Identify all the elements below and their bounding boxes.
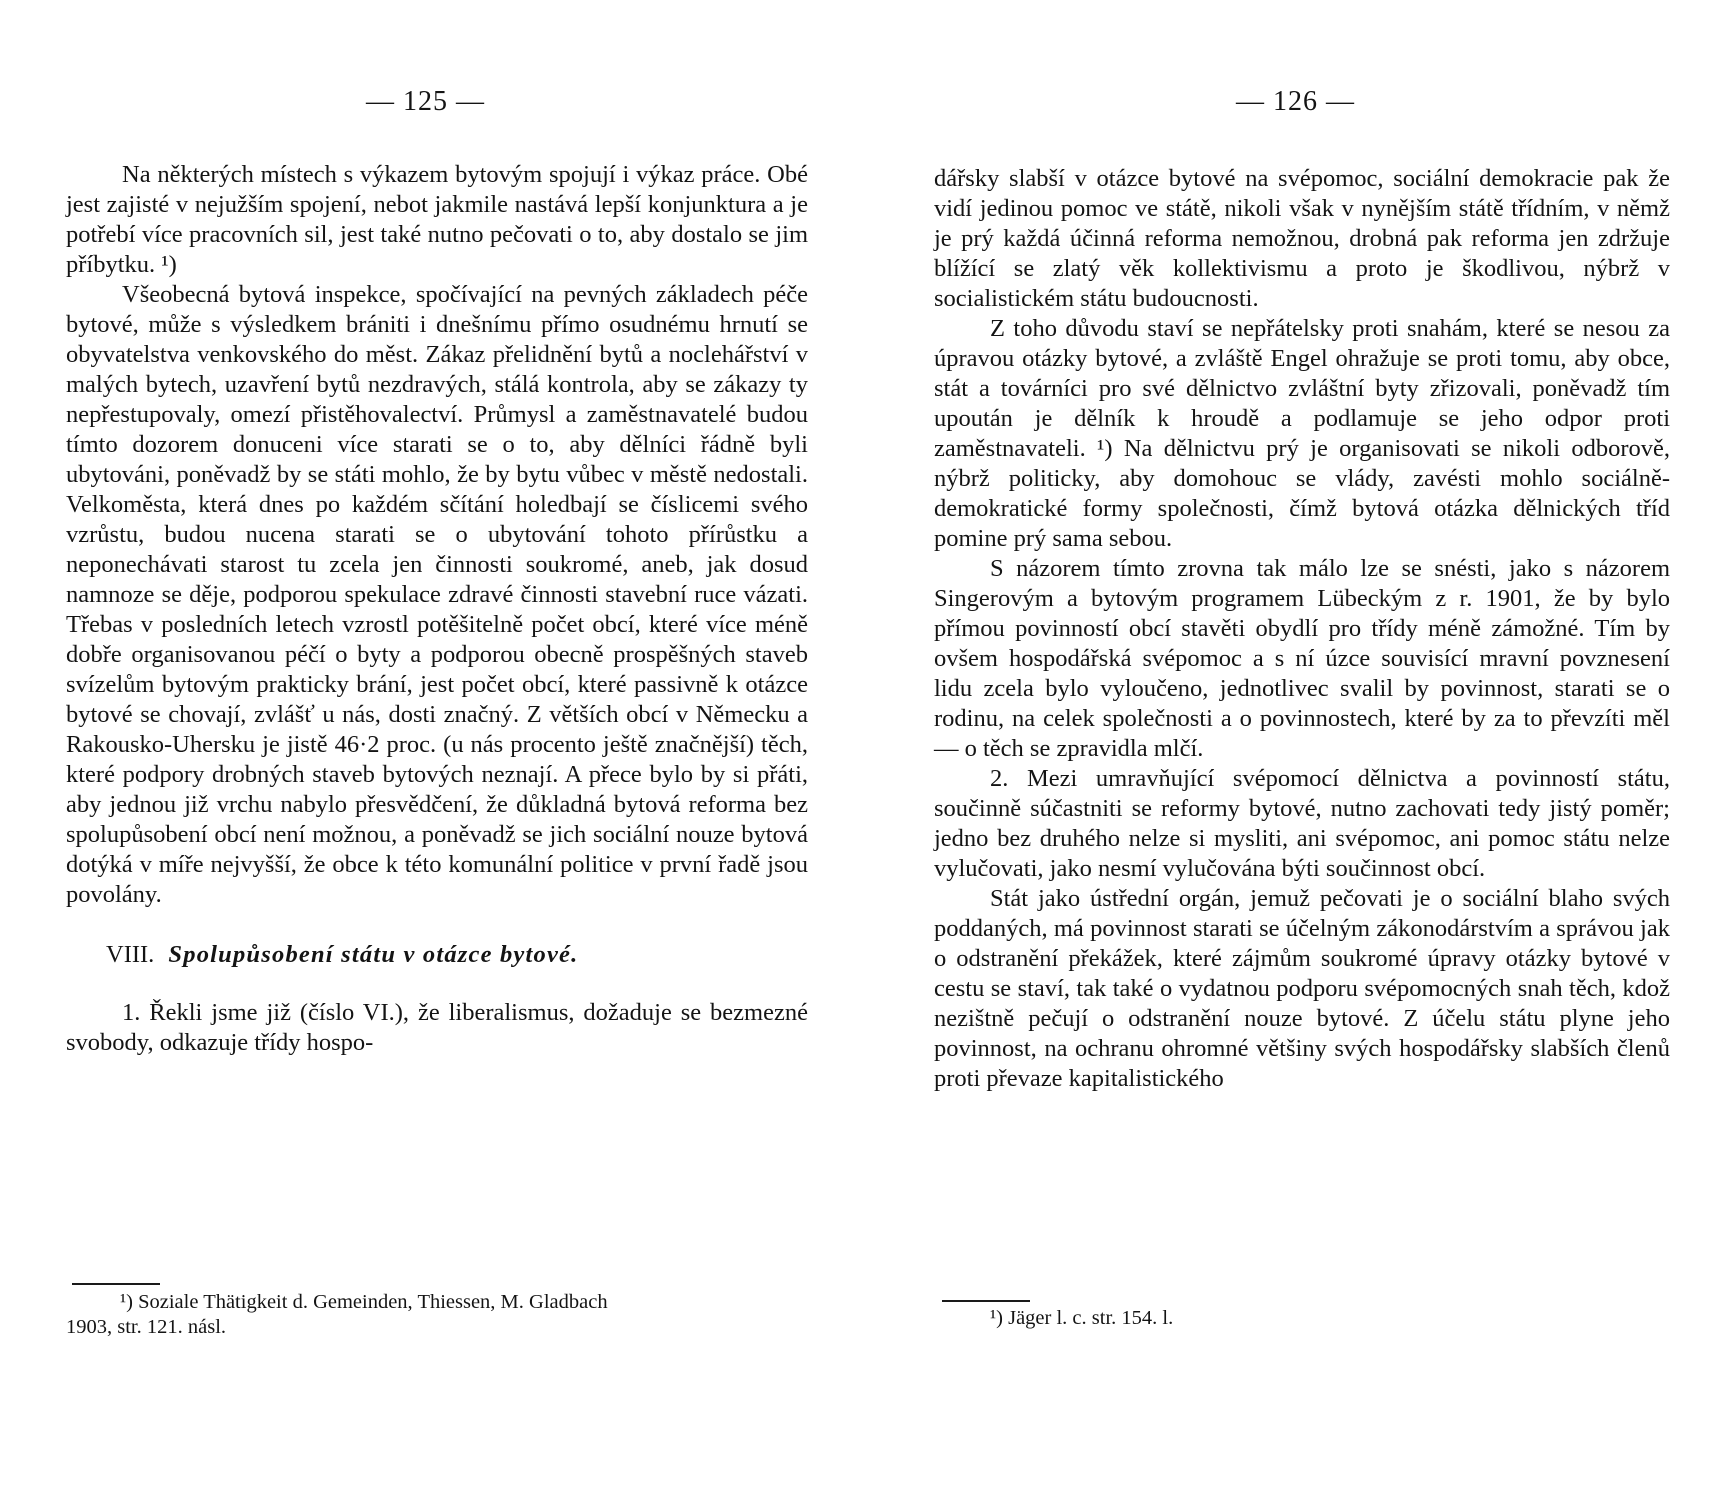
page-number: — 125 — <box>366 86 485 117</box>
paragraph: S názorem tímto zrovna tak málo lze se snésti, jako s názorem Singerovým a bytovým programem Lübeckým z r. 1901, že by bylo přímou povinností obcí stavěti obydlí pro třídy méně zámožné. Tím by ovšem hospodářská svépomoc a s ní úzce souvisící mravní povznesení lidu zcela bylo vyloučeno, jednotlivec svalil by povinnost, starati se o rodinu, na celek společnosti a o povinnostech, které by za to převzíti měl — o těch se zpravidla mlčí. <box>934 555 1670 762</box>
page-number: — 126 — <box>1236 86 1355 117</box>
paragraph: Z toho důvodu staví se nepřátelsky proti snahám, které se nesou za úpravou otázky bytové, a zvláště Engel ohražuje se proti tomu, aby obce, stát a továrníci pro své dělnictvo zvláštní byty zřizovali, poněvadž tím upoután je dělník k hroudě a podlamuje se jeho odpor proti zaměstnavateli. ¹) Na dělnictvu prý je organisovati se nikoli odborově, nýbrž politicky, aby domohouc se vlády, zavésti mohlo sociálně-demokratické formy společnosti, čímž bytová otázka dělnických tříd pomine prý sama sebou. <box>934 315 1670 552</box>
footnote-line: 1903, str. 121. násl. <box>66 1316 227 1338</box>
paragraph: 2. Mezi umravňující svépomocí dělnictva a povinností státu, součinně súčastniti se reformy bytové, nutno zachovati tedy jistý poměr; jedno bez druhého nelze si mysliti, ani svépomoc, ani pomoc státu nelze vylučovati, jako nesmí vylučována býti součinnost obcí. <box>934 765 1670 882</box>
footnote-divider <box>72 1283 160 1285</box>
section-number: VIII. <box>106 941 155 968</box>
footnote-line: ¹) Jäger l. c. str. 154. l. <box>990 1307 1174 1329</box>
paragraph: Všeobecná bytová inspekce, spočívající na pevných základech péče bytové, může s výsledkem brániti i dnešnímu přímo osudnému hrnutí se obyvatelstva venkovského do měst. Zákaz přelidnění bytů a noclehářství v malých bytech, uzavření bytů nezdravých, stálá kontrola, aby se zákazy ty nepřestupovaly, omezí přistěhovalectví. Průmysl a zaměstnavatelé budou tímto dozorem donuceni více starati se o to, aby dělníci řádně byli ubytováni, poněvadž by se státi mohlo, že by bytu vůbec v městě nedostali. Velkoměsta, která dnes po každém sčítání holedbají se číslicemi svého vzrůstu, budou nucena starati se o ubytování tohoto přírůstku a neponechávati starost tu zcela jen činnosti soukromé, aneb, jak dosud namnoze se děje, podporou spekulace zdravé činnosti stavební ruce vázati. Třebas v posledních letech vzrostl potěšitelně počet obcí, které více méně dobře organisovanou péčí o byty a podporou obecně prospěšných staveb svízelům bytovým prakticky brání, jest počet obcí, které passivně k otázce bytové se chovají, zvlášť u nás, dosti značný. Z větších obcí v Německu a Rakousko-Uhersku je jistě 46·2 proc. (u nás procento ještě značnější) těch, které podpory drobných staveb bytových neznají. A přece bylo by si přáti, aby jednou již vrchu nabylo přesvědčení, že důkladná bytová reforma bez spolupůsobení obcí není možnou, a poněvadž se jich sociální nouze bytová dotýká v míře nejvyšší, že obce k této komunální politice v první řadě jsou povolány. <box>66 281 808 908</box>
footnote <box>66 1290 808 1340</box>
footnote-divider <box>942 1300 1030 1302</box>
paragraph: Stát jako ústřední orgán, jemuž pečovati je o sociální blaho svých poddaných, má povinnost starati se účelným zákonodárstvím a správou jak o odstranění překážek, které zájmům soukromé úpravy otázky bytové v cestu se staví, tak také o vydatnou podporu svépomocných snah těch, kdož nezištně pečují o odstranění nouze bytové. Z účelu státu plyne jeho povinnost, na ochranu ohromné většiny svých hospodářsky slabších členů proti převaze kapitalistického <box>934 885 1670 1092</box>
section-heading <box>106 940 808 970</box>
body-text <box>934 164 1670 1094</box>
footnote <box>934 1306 1670 1331</box>
body-text <box>66 160 808 1058</box>
paragraph: dářsky slabší v otázce bytové na svépomoc, sociální demokracie pak že vidí jedinou pomoc ve státě, nikoli však v nynějším státě třídním, v němž je prý každá účinná reforma nemožnou, drobná pak reforma jen zdržuje blížící se zlatý věk kollektivismu a proto je škodlivou, nýbrž v socialistickém státu budoucnosti. <box>934 165 1670 312</box>
paragraph: 1. Řekli jsme již (číslo VI.), že liberalismus, dožaduje se bezmezné svobody, odkazuje třídy hospo- <box>66 999 808 1056</box>
section-title: Spolupůsobení státu v otázce bytové. <box>168 941 579 968</box>
paragraph: Na některých místech s výkazem bytovým spojují i výkaz práce. Obé jest zajisté v nejužším spojení, nebot jakmile nastává lepší konjunktura a je potřebí více pracovních sil, jest také nutno pečovati o to, aby dostalo se jim příbytku. ¹) <box>66 161 808 278</box>
footnote-line: ¹) Soziale Thätigkeit d. Gemeinden, Thiessen, M. Gladbach <box>120 1291 608 1313</box>
